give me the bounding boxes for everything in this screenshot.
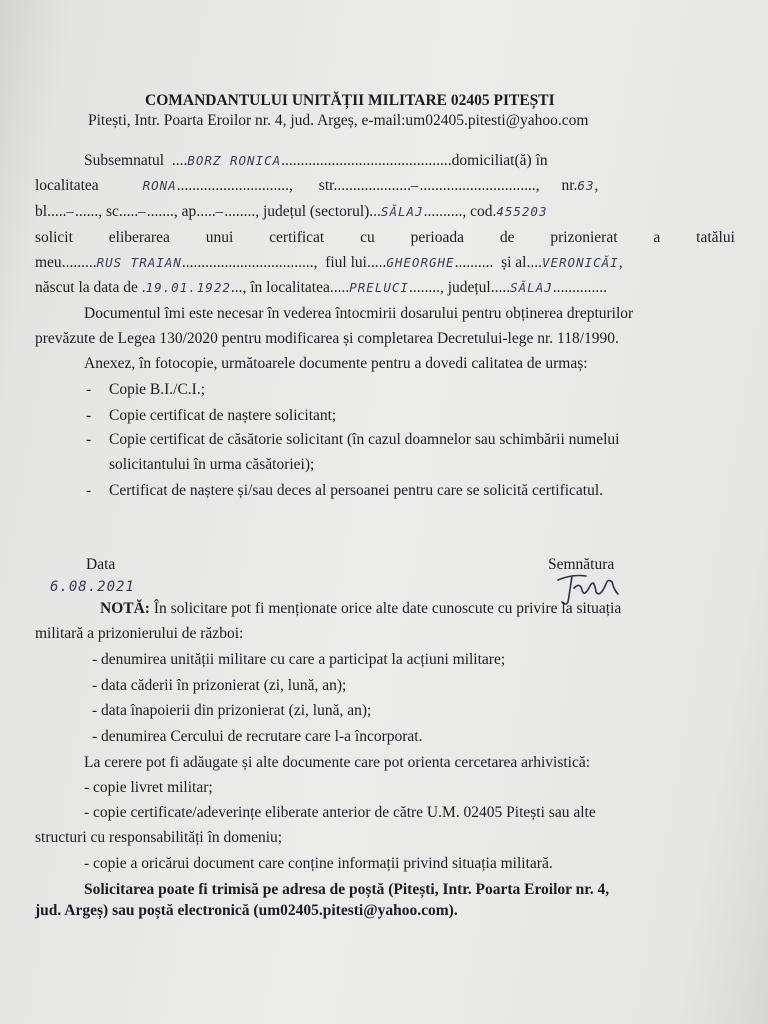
handwritten-birth-date: 19.01.1922 <box>145 280 231 295</box>
annex-item-continued: solicitantului în urma căsătoriei); <box>109 456 315 473</box>
label-meu: meu <box>35 254 62 271</box>
label-in-localitatea: în localitatea <box>250 279 330 296</box>
dots: .......... <box>454 254 502 271</box>
dots: ......... <box>61 254 97 271</box>
bullet: - <box>86 431 92 448</box>
handwritten-locality: RONA <box>142 178 177 193</box>
dots: ............................................ <box>281 152 452 169</box>
dots: ..... <box>47 203 67 220</box>
document-title: COMANDANTULUI UNITĂȚII MILITARE 02405 PITEȘTI <box>145 92 555 109</box>
form-line-3 <box>35 203 547 221</box>
label-nr: nr. <box>561 177 578 194</box>
word: prizonierat <box>550 229 618 246</box>
word: unui <box>205 229 234 246</box>
handwritten-father-name: RUS TRAIAN <box>96 255 182 270</box>
form-line-5 <box>35 254 623 272</box>
word: tatălui <box>696 229 735 246</box>
handwritten-grandfather: GHEORGHE <box>386 255 455 270</box>
label-cod: cod <box>470 203 493 220</box>
extra-intro: La cerere pot fi adăugate și alte documente care pot orienta cercetarea arhivistică: <box>84 754 591 771</box>
word: eliberarea <box>108 229 170 246</box>
bullet: - <box>86 381 92 398</box>
extra-item: - copie certificate/adeverințe eliberate anterior de către U.M. 02405 Pitești sau alte <box>84 804 596 821</box>
handwritten-birth-county: SĂLAJ <box>510 280 553 295</box>
annex-item: Copie certificat de naștere solicitant; <box>109 407 337 424</box>
bullet: - <box>86 482 92 499</box>
label-localitatea: localitatea <box>35 177 99 194</box>
dots: .............................., <box>419 177 540 194</box>
label-judetul: județul <box>447 279 491 296</box>
note-item: - denumirea Cercului de recrutare care l-a încorporat. <box>92 728 423 745</box>
label-fiul-lui: fiul lui <box>325 254 367 271</box>
dots: . <box>137 279 146 296</box>
dots: ..... <box>366 254 387 271</box>
dots: ..., <box>230 279 251 296</box>
note-item: - data înapoierii din prizonierat (zi, lună, an); <box>92 702 372 719</box>
handwritten-street: — <box>410 178 420 193</box>
handwritten-number: 63 <box>577 178 595 193</box>
bullet: - <box>86 407 92 424</box>
note-item: - denumirea unității militare cu care a participat la acțiuni militare; <box>92 651 506 668</box>
handwritten-bl: — <box>66 204 75 219</box>
word: a <box>653 229 661 246</box>
annex-item: Copie B.I./C.I.; <box>109 381 206 398</box>
word: solicit <box>35 229 73 246</box>
handwritten-date: 6.08.2021 <box>50 579 135 595</box>
label-domiciliat: domiciliat(ă) în <box>451 152 548 169</box>
handwritten-birth-place: PRELUCI <box>349 280 409 295</box>
note-label: NOTĂ: <box>100 600 150 617</box>
dots: .........., <box>423 203 471 220</box>
handwritten-sc: — <box>138 204 147 219</box>
dots: ..... <box>329 279 350 296</box>
label-subsemnatul: Subsemnatul <box>84 152 165 169</box>
document-address: Pitești, Intr. Poarta Eroilor nr. 4, jud. Argeș, e-mail:um02405.pitesti@yahoo.com <box>88 112 589 129</box>
dots: ............................., <box>176 177 293 194</box>
dots: .... <box>526 254 542 271</box>
signature-label: Semnătura <box>548 556 615 573</box>
annex-item: Copie certificat de căsătorie solicitant (în cazul doamnelor sau schimbării numelui <box>109 431 620 448</box>
label-nascut: născut la data de <box>35 279 138 296</box>
date-label: Data <box>86 556 116 573</box>
dots: ..... <box>118 203 139 220</box>
note-line-2: militară a prizonierului de război: <box>35 625 244 642</box>
dots: ......., <box>146 203 182 220</box>
note-item: - data căderii în prizonierat (zi, lună, an); <box>92 677 347 694</box>
label-judet-sector: județul (sectorul) <box>262 203 370 220</box>
comma: , <box>594 177 599 194</box>
annex-intro: Anexez, în fotocopie, următoarele documente pentru a dovedi calitatea de urmaș: <box>84 355 588 372</box>
dots: .................................., <box>181 254 326 271</box>
dots: .... <box>167 152 188 169</box>
dots: ... <box>369 203 381 220</box>
form-line-6 <box>35 279 607 297</box>
comma: , <box>618 254 623 271</box>
footer-line-1: Solicitarea poate fi trimisă pe adresa de poștă (Pitești, Intr. Poarta Eroilor nr. 4, <box>84 881 610 898</box>
label-bl: bl <box>35 203 48 220</box>
dots: ..... <box>490 279 511 296</box>
note-line-1 <box>100 600 621 618</box>
handwritten-grandmother: VERONICĂI <box>541 255 619 270</box>
form-line-4 <box>35 229 735 247</box>
handwritten-county: SĂLAJ <box>380 204 424 219</box>
dots: .................... <box>333 177 411 194</box>
dots: .............. <box>552 279 608 296</box>
note-text: În solicitare pot fi menționate orice alte date cunoscute cu privire la situația <box>153 600 622 617</box>
word: certificat <box>269 229 325 246</box>
dots: ........, <box>408 279 448 296</box>
dots: ........, <box>224 203 263 220</box>
dots: ..... <box>196 203 216 220</box>
form-line-1 <box>84 152 548 170</box>
purpose-line-2: prevăzute de Legea 130/2020 pentru modificarea și completarea Decretului-lege nr. 118/1990. <box>35 330 619 347</box>
handwritten-ap: — <box>215 204 225 219</box>
handwritten-code: 455203 <box>496 204 548 219</box>
label-ap: ap <box>181 203 197 220</box>
label-si-al: și al <box>501 254 527 271</box>
word: de <box>499 229 515 246</box>
word: cu <box>360 229 375 246</box>
dots: . <box>492 203 497 220</box>
form-line-2 <box>35 177 735 195</box>
handwritten-name: BORZ RONICA <box>187 153 282 168</box>
extra-item: - copie livret militar; <box>84 779 213 796</box>
purpose-line-1: Documentul îmi este necesar în vederea întocmirii dosarului pentru obținerea drepturilor <box>84 305 634 322</box>
extra-item-continued: structuri cu responsabilități în domeniu; <box>35 829 283 846</box>
label-sc: sc <box>105 203 119 220</box>
annex-item: Certificat de naștere și/sau deces al persoanei pentru care se solicită certificatul. <box>109 482 604 499</box>
footer-line-2: jud. Argeș) sau poștă electronică (um02405.pitesti@yahoo.com). <box>35 902 458 919</box>
extra-item: - copie a oricărui document care conține informații privind situația militară. <box>84 855 553 872</box>
dots: ......, <box>74 203 106 220</box>
word: perioada <box>410 229 464 246</box>
label-str: str <box>318 177 334 194</box>
